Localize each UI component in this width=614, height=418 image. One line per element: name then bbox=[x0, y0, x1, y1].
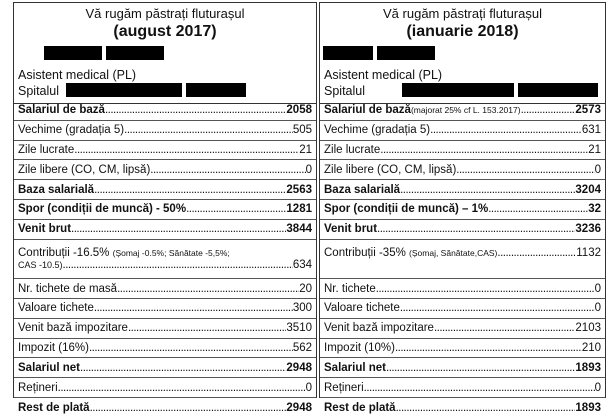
keep-slip-note: Vă rugăm păstrați fluturașul bbox=[383, 6, 542, 21]
row-deductions: Rețineri ..... 0 bbox=[320, 378, 605, 398]
keep-slip-note: Vă rugăm păstrați fluturașul bbox=[85, 6, 245, 21]
row-taxable-income: Venit bază impozitare ..... 2103 bbox=[320, 319, 605, 339]
row-meal-tickets-count: Nr. tichete ..... 0 bbox=[320, 279, 605, 299]
row-gross-income: Venit brut ..... 3236 bbox=[320, 220, 605, 240]
row-net-salary: Salariul net ..... 2948 bbox=[14, 358, 316, 378]
redacted-name-block bbox=[44, 46, 102, 60]
payslip-august-2017 bbox=[13, 2, 317, 414]
row-amount-to-pay: Rest de plată ..... 2948 bbox=[14, 398, 316, 418]
redacted-hospital-block bbox=[186, 83, 246, 97]
job-role: Asistent medical (PL) bbox=[18, 68, 137, 82]
row-bonus: Spor (condiții de muncă) - 50% ..... 1281 bbox=[14, 200, 316, 220]
row-bonus: Spor (condiții de muncă) – 1% ..... 32 bbox=[320, 200, 605, 220]
row-salary-base: Baza salarială ..... 3204 bbox=[320, 180, 605, 200]
row-seniority: Vechime (gradația 5) ..... 631 bbox=[320, 121, 605, 141]
row-gross-income: Venit brut ..... 3844 bbox=[14, 220, 316, 240]
redacted-hospital-block bbox=[66, 83, 182, 97]
redacted-name-block bbox=[377, 46, 435, 60]
payslip-header bbox=[320, 6, 605, 104]
payslip-rows bbox=[14, 101, 316, 418]
payslip-rows bbox=[320, 101, 605, 418]
row-base-salary: Salariul de bază (majorat 25% cf L. 153.2017) ..... 2573 bbox=[320, 101, 605, 121]
row-taxable-income: Venit bază impozitare ..... 3510 bbox=[14, 319, 316, 339]
row-net-salary: Salariul net ..... 1893 bbox=[320, 358, 605, 378]
hospital-label: Spitalul bbox=[324, 84, 365, 98]
row-contributions: Contribuții -35% (Șomaj, Sănătate,CAS) ..... 1132 bbox=[320, 240, 605, 280]
row-amount-to-pay: Rest de plată ..... 1893 bbox=[320, 398, 605, 418]
row-contributions: Contribuții -16.5% (Șomaj -0.5%; Sănătate -5,5%; CAS -10.5) ..... 634 bbox=[14, 240, 316, 280]
row-income-tax: Impozit (16%) ..... 562 bbox=[14, 339, 316, 359]
job-role: Asistent medical (PL) bbox=[324, 68, 443, 82]
payslip-january-2018 bbox=[319, 2, 606, 414]
row-seniority: Vechime (gradația 5) ..... 505 bbox=[14, 121, 316, 141]
row-deductions: Rețineri ..... 0 bbox=[14, 378, 316, 398]
row-days-worked: Zile lucrate ..... 21 bbox=[14, 141, 316, 161]
row-income-tax: Impozit (10%) ..... 210 bbox=[320, 339, 605, 359]
row-meal-tickets-value: Valoare tichete ..... 300 bbox=[14, 299, 316, 319]
redacted-hospital-block bbox=[518, 83, 598, 97]
row-salary-base: Baza salarială ..... 2563 bbox=[14, 180, 316, 200]
redacted-hospital-block bbox=[402, 83, 514, 97]
period-title: (ianuarie 2018) bbox=[406, 23, 519, 40]
hospital-label: Spitalul bbox=[18, 84, 59, 98]
row-days-off: Zile libere (CO, CM, lipsă) ..... 0 bbox=[14, 160, 316, 180]
row-days-worked: Zile lucrate ..... 21 bbox=[320, 141, 605, 161]
payslip-header bbox=[14, 6, 316, 104]
redacted-name-block bbox=[323, 46, 373, 60]
period-title: (august 2017) bbox=[113, 23, 217, 40]
row-meal-tickets-value: Valoare tichete ..... 0 bbox=[320, 299, 605, 319]
row-days-off: Zile libere (CO, CM, lipsă) ..... 0 bbox=[320, 160, 605, 180]
row-meal-tickets-count: Nr. tichete de masă ..... 20 bbox=[14, 279, 316, 299]
row-base-salary: Salariul de bază ..... 2058 bbox=[14, 101, 316, 121]
redacted-name-block bbox=[106, 46, 164, 60]
